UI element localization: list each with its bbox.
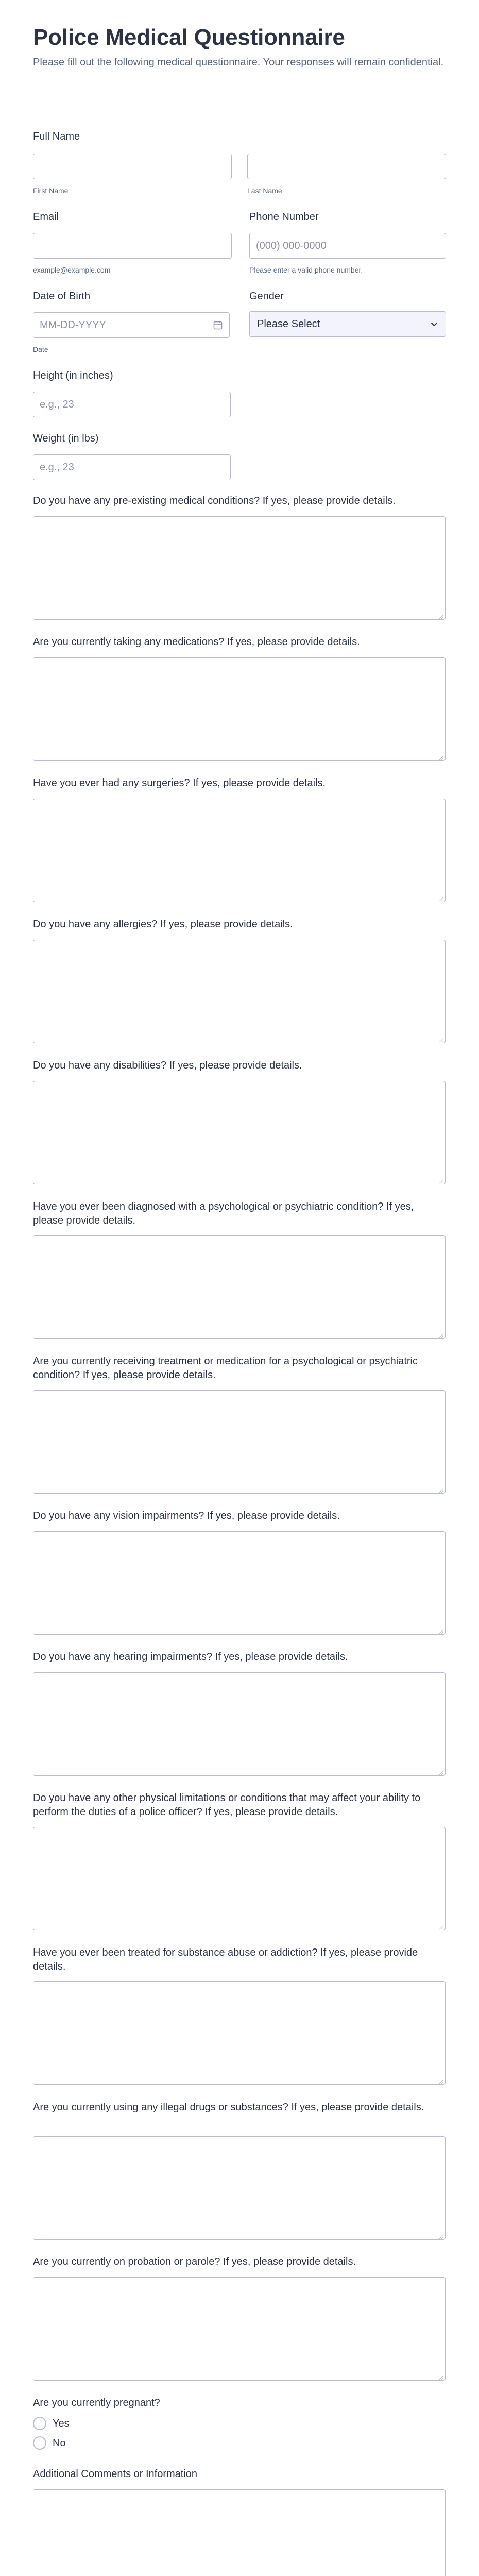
resize-grip-icon[interactable] (438, 613, 443, 618)
gender-label: Gender (249, 291, 284, 302)
chevron-down-icon (430, 320, 438, 328)
last-name-input[interactable] (247, 154, 446, 179)
last-name-sublabel: Last Name (247, 187, 282, 195)
question-label: Have you ever been treated for substance abuse or addiction? If yes, please provide details. (33, 1947, 418, 1972)
resize-grip-icon[interactable] (438, 1628, 443, 1633)
question-label: Do you have any hearing impairments? If yes, please provide details. (33, 1651, 348, 1663)
email-input[interactable] (33, 233, 232, 259)
radio-option-label: No (53, 2437, 66, 2449)
resize-grip-icon[interactable] (438, 1769, 443, 1774)
answer-textarea[interactable] (33, 940, 446, 1043)
radio-button[interactable] (33, 2436, 46, 2450)
resize-grip-icon[interactable] (438, 1923, 443, 1928)
resize-grip-icon[interactable] (438, 1036, 443, 1041)
email-sublabel: example@example.com (33, 266, 111, 274)
radio-option-yes[interactable] (33, 2417, 70, 2430)
dob-placeholder: MM-DD-YYYY (40, 319, 106, 331)
question-label: Are you currently using any illegal drugs or substances? If yes, please provide details. (33, 2102, 424, 2113)
resize-grip-icon[interactable] (438, 2232, 443, 2238)
answer-textarea[interactable] (33, 1672, 446, 1776)
answer-textarea[interactable] (33, 2136, 446, 2240)
gender-selected-value: Please Select (257, 318, 320, 330)
question-label: Do you have any vision impairments? If yes, please provide details. (33, 1510, 340, 1521)
answer-textarea[interactable] (33, 799, 446, 902)
height-input[interactable] (33, 392, 231, 417)
answer-textarea[interactable] (33, 1827, 446, 1930)
answer-textarea[interactable] (33, 1981, 446, 2085)
answer-textarea[interactable] (33, 1390, 446, 1494)
dob-input[interactable] (33, 312, 230, 338)
radio-option-no[interactable] (33, 2436, 66, 2450)
first-name-input[interactable] (33, 154, 232, 179)
dob-sublabel: Date (33, 345, 48, 353)
pregnant-label: Are you currently pregnant? (33, 2397, 160, 2409)
comments-label: Additional Comments or Information (33, 2468, 198, 2480)
question-label: Are you currently on probation or parole? If yes, please provide details. (33, 2256, 356, 2267)
resize-grip-icon[interactable] (438, 1177, 443, 1182)
question-label: Have you ever had any surgeries? If yes, please provide details. (33, 777, 326, 789)
dob-label: Date of Birth (33, 291, 91, 302)
answer-textarea[interactable] (33, 1235, 446, 1339)
answer-textarea[interactable] (33, 516, 446, 620)
question-label: Have you ever been diagnosed with a psychological or psychiatric condition? If yes, please provide details. (33, 1201, 414, 1226)
question-label: Do you have any other physical limitations or conditions that may affect your ability to perform the duties of a police officer? If yes, please provide details. (33, 1792, 421, 1818)
first-name-sublabel: First Name (33, 187, 69, 195)
answer-textarea[interactable] (33, 1081, 446, 1184)
answer-textarea[interactable] (33, 657, 446, 761)
comments-textarea[interactable] (33, 2489, 446, 2576)
answer-textarea[interactable] (33, 2277, 446, 2381)
weight-label: Weight (in lbs) (33, 433, 99, 444)
gender-select[interactable] (249, 311, 446, 337)
phone-label: Phone Number (249, 211, 319, 223)
resize-grip-icon[interactable] (438, 1332, 443, 1337)
question-label: Do you have any allergies? If yes, please provide details. (33, 919, 293, 930)
full-name-label: Full Name (33, 131, 80, 142)
calendar-icon[interactable] (213, 320, 223, 330)
resize-grip-icon[interactable] (438, 2374, 443, 2379)
question-label: Are you currently receiving treatment or medication for a psychological or psychiatric condition? If yes, please provide details. (33, 1355, 418, 1381)
weight-input[interactable] (33, 454, 231, 480)
resize-grip-icon[interactable] (438, 2078, 443, 2083)
phone-input[interactable] (249, 233, 446, 259)
resize-grip-icon[interactable] (438, 754, 443, 759)
phone-sublabel: Please enter a valid phone number. (249, 266, 363, 274)
question-label: Do you have any pre-existing medical conditions? If yes, please provide details. (33, 495, 396, 506)
resize-grip-icon[interactable] (438, 1486, 443, 1492)
answer-textarea[interactable] (33, 1531, 446, 1635)
height-label: Height (in inches) (33, 370, 113, 381)
resize-grip-icon[interactable] (438, 895, 443, 900)
page-subtitle: Please fill out the following medical questionnaire. Your responses will remain confidential. (33, 57, 444, 68)
question-label: Do you have any disabilities? If yes, please provide details. (33, 1060, 302, 1071)
radio-button[interactable] (33, 2417, 46, 2430)
question-label: Are you currently taking any medications? If yes, please provide details. (33, 636, 360, 648)
page-title: Police Medical Questionnaire (33, 25, 345, 50)
radio-option-label: Yes (53, 2417, 70, 2429)
email-label: Email (33, 211, 59, 223)
